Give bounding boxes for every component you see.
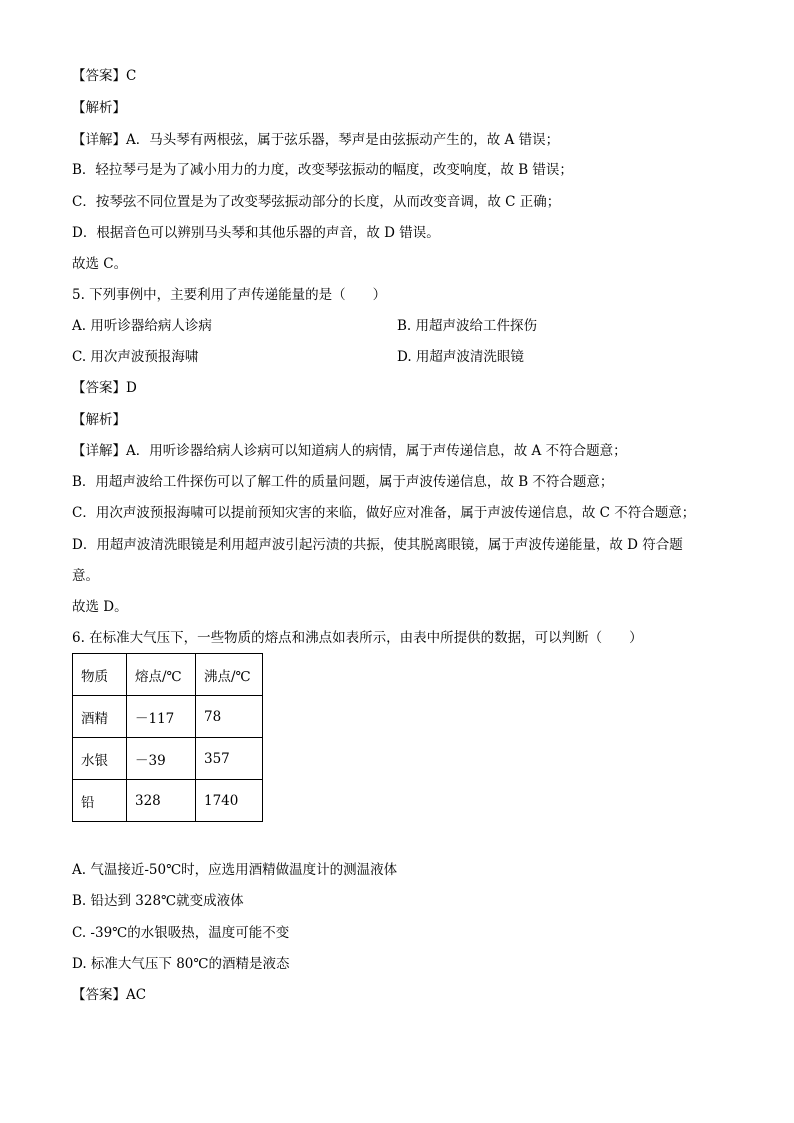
q6-answer: 【答案】AC xyxy=(72,987,147,1003)
table-header-row xyxy=(73,654,263,696)
table-row xyxy=(73,738,263,780)
table-cell: 酒精 xyxy=(73,696,127,738)
q6-option-d: D. 标准大气压下 80℃的酒精是液态 xyxy=(72,956,290,972)
q5-stem: 5. 下列事例中，主要利用了声传递能量的是（ ） xyxy=(72,287,387,303)
table-cell: 水银 xyxy=(73,738,127,780)
table-cell: 78 xyxy=(196,696,263,738)
table-cell: 328 xyxy=(127,780,196,822)
q5-option-c: C. 用次声波预报海啸 xyxy=(72,349,199,365)
q4-answer: 【答案】C xyxy=(72,68,137,84)
q6-option-b: B. 铅达到 328℃就变成液体 xyxy=(72,893,244,909)
q5-answer: 【答案】D xyxy=(72,380,137,396)
q5-detail-d-line2: 意。 xyxy=(72,568,99,584)
q4-detail-d: D．根据音色可以辨别马头琴和其他乐器的声音，故 D 错误。 xyxy=(72,225,440,241)
table-header-cell: 物质 xyxy=(73,654,127,696)
q6-option-a: A. 气温接近-50℃时，应选用酒精做温度计的测温液体 xyxy=(72,862,398,878)
q6-stem: 6. 在标准大气压下，一些物质的熔点和沸点如表所示，由表中所提供的数据，可以判断（ ） xyxy=(72,630,643,646)
q4-detail-c: C．按琴弦不同位置是为了改变琴弦振动部分的长度，从而改变音调，故 C 正确； xyxy=(72,194,561,210)
q5-conclusion: 故选 D。 xyxy=(72,599,128,615)
q4-analysis-heading: 【解析】 xyxy=(72,100,126,116)
q5-option-d: D. 用超声波清洗眼镜 xyxy=(397,349,524,365)
table-row xyxy=(73,696,263,738)
q4-detail-a: 【详解】A．马头琴有两根弦，属于弦乐器，琴声是由弦振动产生的，故 A 错误； xyxy=(72,132,560,148)
q5-detail-c: C．用次声波预报海啸可以提前预知灾害的来临，做好应对准备，属于声波传递信息，故 C 不符合题意； xyxy=(72,505,696,521)
table-cell: －117 xyxy=(127,696,196,738)
q4-conclusion: 故选 C。 xyxy=(72,256,128,272)
melting-boiling-table xyxy=(72,653,263,822)
table-cell: －39 xyxy=(127,738,196,780)
q5-detail-a: 【详解】A．用听诊器给病人诊病可以知道病人的病情，属于声传递信息，故 A 不符合题意； xyxy=(72,443,627,459)
q5-option-b: B. 用超声波给工件探伤 xyxy=(397,318,538,334)
q4-detail-b: B．轻拉琴弓是为了减小用力的力度，改变琴弦振动的幅度，改变响度，故 B 错误； xyxy=(72,162,573,178)
q5-analysis-heading: 【解析】 xyxy=(72,412,126,428)
table-row xyxy=(73,780,263,822)
q5-detail-d-line1: D．用超声波清洗眼镜是利用超声波引起污渍的共振，使其脱离眼镜，属于声波传递能量，故 D 符合题 xyxy=(72,537,683,553)
table-cell: 铅 xyxy=(73,780,127,822)
table-cell: 1740 xyxy=(196,780,263,822)
table-cell: 357 xyxy=(196,738,263,780)
q5-option-a: A. 用听诊器给病人诊病 xyxy=(72,318,212,334)
q5-detail-b: B．用超声波给工件探伤可以了解工件的质量问题，属于声波传递信息，故 B 不符合题意； xyxy=(72,474,614,490)
q6-option-c: C. -39℃的水银吸热，温度可能不变 xyxy=(72,925,290,941)
table-header-cell: 沸点/℃ xyxy=(196,654,263,696)
table-header-cell: 熔点/℃ xyxy=(127,654,196,696)
